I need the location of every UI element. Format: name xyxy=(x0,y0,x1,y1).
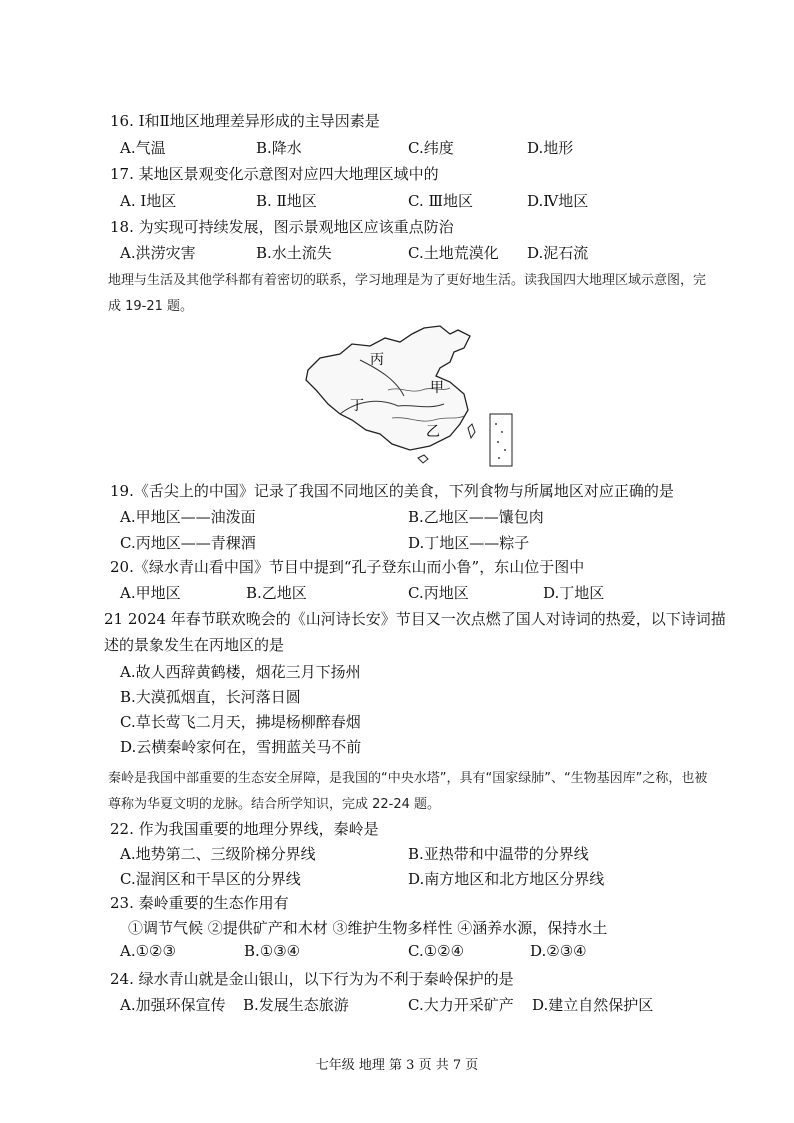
q22-option-d: D.南方地区和北方地区分界线 xyxy=(408,870,605,888)
q19-option-b: B.乙地区——馕包肉 xyxy=(408,508,544,526)
hainan-island xyxy=(418,455,428,463)
intro-paragraph-1: 地理与生活及其他学科都有着密切的联系，学习地理是为了更好地生活。读我国四大地理区域示意图，完成 19-21 题。 xyxy=(108,273,707,314)
q16-option-b: B.降水 xyxy=(256,139,302,157)
taiwan-island xyxy=(468,424,475,438)
q20-option-c: C.丙地区 xyxy=(408,584,469,602)
q20-option-a: A.甲地区 xyxy=(120,584,181,602)
q23-option-c: C.①②④ xyxy=(408,942,465,960)
q24-stem: 24. 绿水青山就是金山银山，以下行为为不利于秦岭保护的是 xyxy=(110,970,514,988)
q24-option-a: A.加强环保宣传 xyxy=(120,996,226,1014)
q16-option-c: C.纬度 xyxy=(408,139,454,157)
intro-paragraph-2: 秦岭是我国中部重要的生态安全屏障，是我国的“中央水塔”，具有“国家绿肺”、“生物基因库”之称，也被尊称为华夏文明的龙脉。结合所学知识，完成 22-24 题。 xyxy=(108,771,708,812)
q21-option-b: B.大漠孤烟直，长河落日圆 xyxy=(120,688,301,706)
q17-option-d: D.Ⅳ地区 xyxy=(527,192,589,210)
q18-option-c: C.土地荒漠化 xyxy=(408,244,499,262)
q19-stem: 19.《舌尖上的中国》记录了我国不同地区的美食，下列食物与所属地区对应正确的是 xyxy=(110,482,674,500)
q23-choices: ①调节气候 ②提供矿产和木材 ③维护生物多样性 ④涵养水源，保持水土 xyxy=(128,919,608,937)
q21-option-d: D.云横秦岭家何在，雪拥蓝关马不前 xyxy=(120,738,362,756)
q23-option-b: B.①③④ xyxy=(244,942,301,960)
q17-option-a: A. Ⅰ地区 xyxy=(120,192,177,210)
q19-option-d: D.丁地区——粽子 xyxy=(408,534,530,552)
region-label-jia: 甲 xyxy=(430,380,444,396)
q18-option-b: B.水土流失 xyxy=(256,244,332,262)
q23-stem: 23. 秦岭重要的生态作用有 xyxy=(110,894,289,912)
q24-option-b: B.发展生态旅游 xyxy=(243,996,349,1014)
q19-option-c: C.丙地区——青稞酒 xyxy=(120,534,256,552)
q17-stem: 17. 某地区景观变化示意图对应四大地理区域中的 xyxy=(110,165,439,183)
q22-option-c: C.湿润区和干旱区的分界线 xyxy=(120,870,301,888)
region-label-yi: 乙 xyxy=(426,424,440,440)
q22-option-b: B.亚热带和中温带的分界线 xyxy=(408,845,589,863)
q20-stem: 20.《绿水青山看中国》节目中提到“孔子登东山而小鲁”，东山位于图中 xyxy=(110,558,585,576)
q16-option-a: A.气温 xyxy=(120,139,166,157)
q18-option-d: D.泥石流 xyxy=(527,244,589,262)
region-label-bing: 丙 xyxy=(370,352,384,368)
q17-option-c: C. Ⅲ地区 xyxy=(408,192,473,210)
q23-option-a: A.①②③ xyxy=(120,942,176,960)
q17-option-b: B. Ⅱ地区 xyxy=(256,192,317,210)
q24-option-c: C.大力开采矿产 xyxy=(408,996,514,1014)
q22-stem: 22. 作为我国重要的地理分界线，秦岭是 xyxy=(110,820,379,838)
page-footer: 七年级 地理 第 3 页 共 7 页 xyxy=(315,1058,479,1073)
q16-stem: 16. Ⅰ和Ⅱ地区地理差异形成的主导因素是 xyxy=(110,112,380,130)
china-regions-map xyxy=(300,320,515,470)
q21-option-a: A.故人西辞黄鹤楼，烟花三月下扬州 xyxy=(120,663,361,681)
q22-option-a: A.地势第二、三级阶梯分界线 xyxy=(120,845,316,863)
q20-option-d: D.丁地区 xyxy=(543,584,605,602)
q19-option-a: A.甲地区——油泼面 xyxy=(120,508,256,526)
q21-option-c: C.草长莺飞二月天，拂堤杨柳醉春烟 xyxy=(120,713,361,731)
q21-stem-line1: 21 2024 年春节联欢晚会的《山河诗长安》节目又一次点燃了国人对诗词的热爱，以下诗词描 xyxy=(104,610,726,628)
q16-option-d: D.地形 xyxy=(527,139,574,157)
q18-stem: 18. 为实现可持续发展，图示景观地区应该重点防治 xyxy=(110,218,454,236)
q21-stem-line2: 述的景象发生在丙地区的是 xyxy=(104,636,285,654)
region-label-ding: 丁 xyxy=(350,398,364,414)
south-china-sea-inset xyxy=(490,414,512,466)
q23-option-d: D.②③④ xyxy=(530,942,587,960)
q18-option-a: A.洪涝灾害 xyxy=(120,244,196,262)
q20-option-b: B.乙地区 xyxy=(246,584,307,602)
q24-option-d: D.建立自然保护区 xyxy=(532,996,654,1014)
china-outline xyxy=(306,326,470,450)
